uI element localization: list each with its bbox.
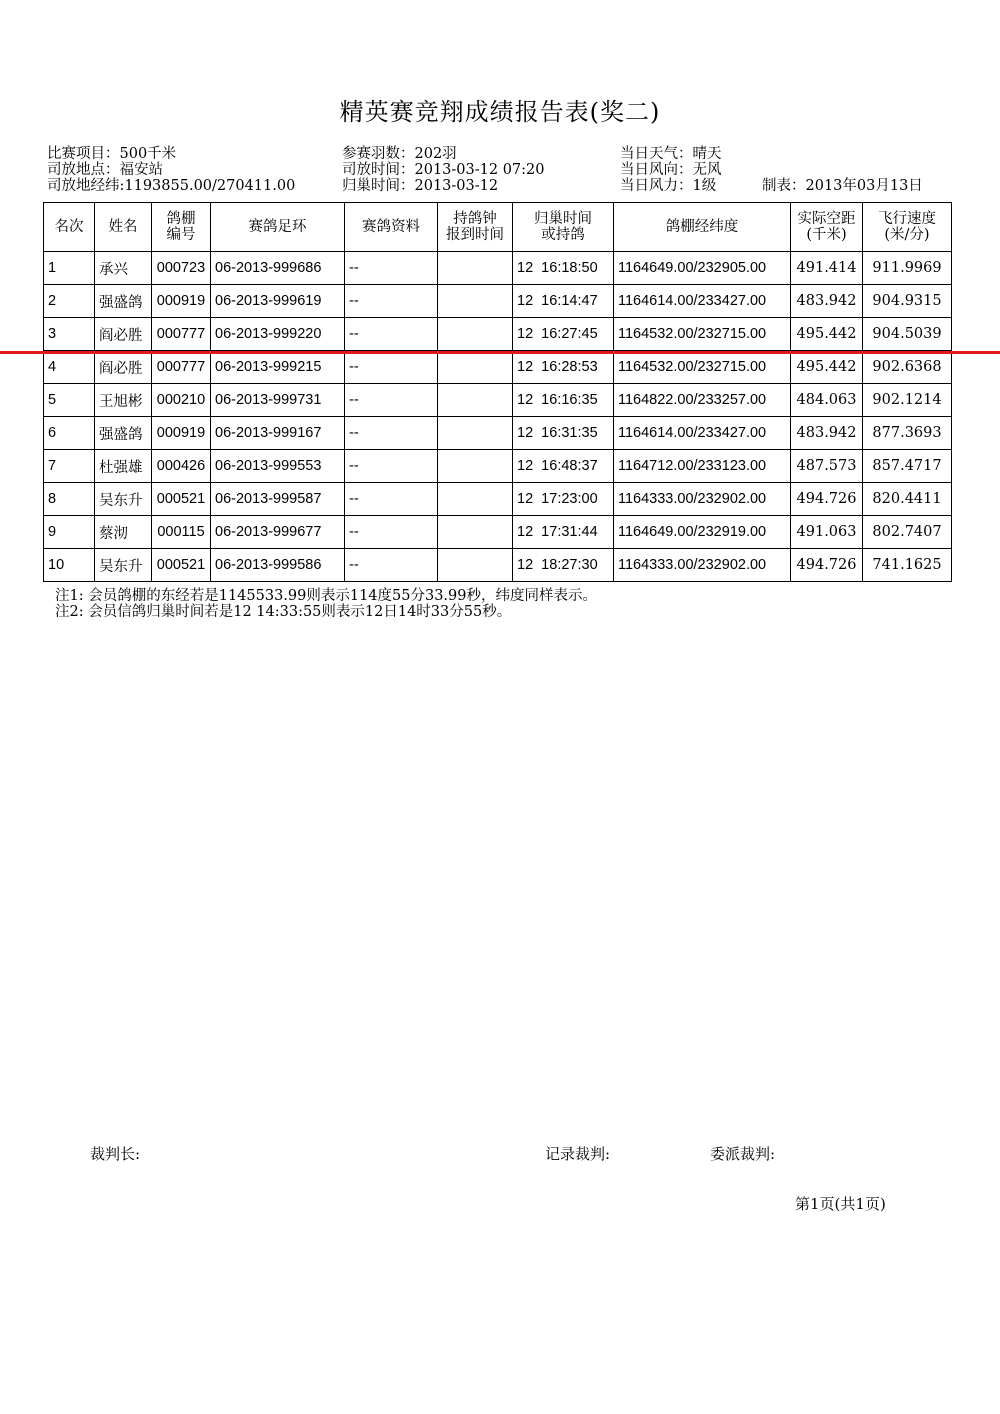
red-marker-line	[0, 351, 1000, 354]
cell-name: 阎必胜	[95, 351, 152, 384]
cell-clock-time	[438, 417, 513, 450]
cell-speed: 904.5039	[863, 318, 952, 351]
release-time: 司放时间：2013-03-12 07:20	[342, 162, 545, 178]
wind-direction: 当日风向：无风	[620, 162, 722, 178]
cell-ring-number: 06-2013-999167	[211, 417, 345, 450]
cell-clock-time	[438, 351, 513, 384]
cell-rank: 5	[44, 384, 95, 417]
cell-distance: 484.063	[791, 384, 863, 417]
cell-name: 强盛鸽	[95, 417, 152, 450]
cell-ring-number: 06-2013-999619	[211, 285, 345, 318]
column-header: 归巢时间 或持鸽	[513, 203, 614, 252]
cell-speed: 857.4717	[863, 450, 952, 483]
results-table-header	[44, 203, 952, 252]
report-title: 精英赛竞翔成绩报告表(奖二)	[339, 98, 661, 126]
cell-distance: 491.414	[791, 252, 863, 285]
table-row	[44, 285, 952, 318]
column-header: 名次	[44, 203, 95, 252]
cell-loft-id: 000777	[152, 318, 211, 351]
cell-return-time: 12 16:48:37	[513, 450, 614, 483]
cell-rank: 10	[44, 549, 95, 582]
cell-clock-time	[438, 285, 513, 318]
cell-clock-time	[438, 450, 513, 483]
page-number: 第1页(共1页)	[795, 1195, 886, 1213]
cell-distance: 495.442	[791, 318, 863, 351]
column-header: 飞行速度 (米/分)	[863, 203, 952, 252]
cell-name: 阎必胜	[95, 318, 152, 351]
cell-loft-id: 000426	[152, 450, 211, 483]
cell-name: 吴东升	[95, 483, 152, 516]
cell-clock-time	[438, 252, 513, 285]
info-column-weather	[620, 146, 722, 194]
cell-speed: 904.9315	[863, 285, 952, 318]
cell-speed: 902.6368	[863, 351, 952, 384]
cell-loft-id: 000210	[152, 384, 211, 417]
column-header: 鸽棚 编号	[152, 203, 211, 252]
table-row	[44, 318, 952, 351]
cell-ring-number: 06-2013-999586	[211, 549, 345, 582]
chief-judge-label: 裁判长:	[90, 1145, 141, 1163]
cell-pigeon-info: --	[345, 549, 438, 582]
cell-loft-id: 000115	[152, 516, 211, 549]
cell-loft-coordinates: 1164614.00/233427.00	[614, 285, 791, 318]
weather: 当日天气：晴天	[620, 146, 722, 162]
cell-return-time: 12 16:14:47	[513, 285, 614, 318]
cell-name: 强盛鸽	[95, 285, 152, 318]
cell-ring-number: 06-2013-999215	[211, 351, 345, 384]
results-table	[43, 202, 952, 582]
cell-pigeon-info: --	[345, 483, 438, 516]
cell-pigeon-info: --	[345, 384, 438, 417]
cell-distance: 487.573	[791, 450, 863, 483]
cell-loft-id: 000521	[152, 483, 211, 516]
table-row	[44, 417, 952, 450]
race-item: 比赛项目：500千米	[47, 146, 177, 162]
cell-loft-id: 000919	[152, 417, 211, 450]
column-header: 赛鸽足环	[211, 203, 345, 252]
table-row	[44, 351, 952, 384]
cell-speed: 902.1214	[863, 384, 952, 417]
cell-distance: 495.442	[791, 351, 863, 384]
table-row	[44, 252, 952, 285]
entry-count: 参赛羽数：202羽	[342, 146, 457, 162]
cell-rank: 2	[44, 285, 95, 318]
column-header: 赛鸽资料	[345, 203, 438, 252]
assigned-judge-label: 委派裁判:	[710, 1145, 776, 1163]
cell-loft-coordinates: 1164532.00/232715.00	[614, 318, 791, 351]
cell-loft-coordinates: 1164649.00/232919.00	[614, 516, 791, 549]
cell-distance: 494.726	[791, 483, 863, 516]
note-1: 注1: 会员鸽棚的东经若是1145533.99则表示114度55分33.99秒，纬度同样表示。	[55, 588, 597, 604]
table-row	[44, 483, 952, 516]
made-date: 制表：2013年03月13日	[762, 178, 923, 194]
table-row	[44, 450, 952, 483]
cell-name: 王旭彬	[95, 384, 152, 417]
cell-ring-number: 06-2013-999731	[211, 384, 345, 417]
cell-distance: 494.726	[791, 549, 863, 582]
cell-loft-id: 000521	[152, 549, 211, 582]
cell-loft-id: 000777	[152, 351, 211, 384]
cell-name: 蔡沏	[95, 516, 152, 549]
cell-ring-number: 06-2013-999686	[211, 252, 345, 285]
column-header: 持鸽钟 报到时间	[438, 203, 513, 252]
info-column-times	[342, 146, 545, 194]
cell-clock-time	[438, 384, 513, 417]
cell-rank: 6	[44, 417, 95, 450]
column-header: 姓名	[95, 203, 152, 252]
cell-pigeon-info: --	[345, 450, 438, 483]
cell-loft-coordinates: 1164712.00/233123.00	[614, 450, 791, 483]
column-header: 鸽棚经纬度	[614, 203, 791, 252]
release-location: 司放地点：福安站	[47, 162, 163, 178]
return-date: 归巢时间：2013-03-12	[342, 178, 499, 194]
cell-pigeon-info: --	[345, 417, 438, 450]
release-coordinates: 司放地经纬:1193855.00/270411.00	[47, 178, 296, 194]
cell-loft-coordinates: 1164649.00/232905.00	[614, 252, 791, 285]
cell-speed: 820.4411	[863, 483, 952, 516]
cell-distance: 483.942	[791, 417, 863, 450]
cell-clock-time	[438, 483, 513, 516]
cell-loft-id: 000919	[152, 285, 211, 318]
cell-return-time: 12 16:28:53	[513, 351, 614, 384]
cell-return-time: 12 18:27:30	[513, 549, 614, 582]
cell-ring-number: 06-2013-999677	[211, 516, 345, 549]
cell-rank: 3	[44, 318, 95, 351]
cell-name: 吴东升	[95, 549, 152, 582]
cell-ring-number: 06-2013-999553	[211, 450, 345, 483]
cell-rank: 4	[44, 351, 95, 384]
column-header: 实际空距 (千米)	[791, 203, 863, 252]
header-row	[44, 203, 952, 252]
cell-loft-coordinates: 1164532.00/232715.00	[614, 351, 791, 384]
cell-pigeon-info: --	[345, 516, 438, 549]
cell-return-time: 12 16:27:45	[513, 318, 614, 351]
cell-rank: 1	[44, 252, 95, 285]
wind-force: 当日风力：1级	[620, 178, 717, 194]
cell-rank: 9	[44, 516, 95, 549]
cell-speed: 802.7407	[863, 516, 952, 549]
notes	[55, 588, 597, 620]
cell-pigeon-info: --	[345, 252, 438, 285]
cell-loft-id: 000723	[152, 252, 211, 285]
cell-return-time: 12 17:23:00	[513, 483, 614, 516]
cell-loft-coordinates: 1164333.00/232902.00	[614, 483, 791, 516]
cell-return-time: 12 17:31:44	[513, 516, 614, 549]
cell-pigeon-info: --	[345, 285, 438, 318]
table-row	[44, 384, 952, 417]
cell-speed: 911.9969	[863, 252, 952, 285]
info-column-race	[47, 146, 295, 194]
table-row	[44, 549, 952, 582]
cell-rank: 7	[44, 450, 95, 483]
cell-clock-time	[438, 516, 513, 549]
cell-loft-coordinates: 1164822.00/233257.00	[614, 384, 791, 417]
cell-loft-coordinates: 1164614.00/233427.00	[614, 417, 791, 450]
cell-return-time: 12 16:31:35	[513, 417, 614, 450]
table-row	[44, 516, 952, 549]
cell-name: 承兴	[95, 252, 152, 285]
cell-rank: 8	[44, 483, 95, 516]
cell-speed: 741.1625	[863, 549, 952, 582]
cell-loft-coordinates: 1164333.00/232902.00	[614, 549, 791, 582]
cell-pigeon-info: --	[345, 318, 438, 351]
cell-speed: 877.3693	[863, 417, 952, 450]
cell-return-time: 12 16:16:35	[513, 384, 614, 417]
cell-ring-number: 06-2013-999220	[211, 318, 345, 351]
note-2: 注2: 会员信鸽归巢时间若是12 14:33:55则表示12日14时33分55秒。	[55, 604, 512, 620]
cell-clock-time	[438, 318, 513, 351]
cell-distance: 491.063	[791, 516, 863, 549]
cell-pigeon-info: --	[345, 351, 438, 384]
record-judge-label: 记录裁判:	[545, 1145, 611, 1163]
results-table-body	[44, 252, 952, 582]
cell-ring-number: 06-2013-999587	[211, 483, 345, 516]
cell-name: 杜强雄	[95, 450, 152, 483]
cell-distance: 483.942	[791, 285, 863, 318]
cell-return-time: 12 16:18:50	[513, 252, 614, 285]
cell-clock-time	[438, 549, 513, 582]
